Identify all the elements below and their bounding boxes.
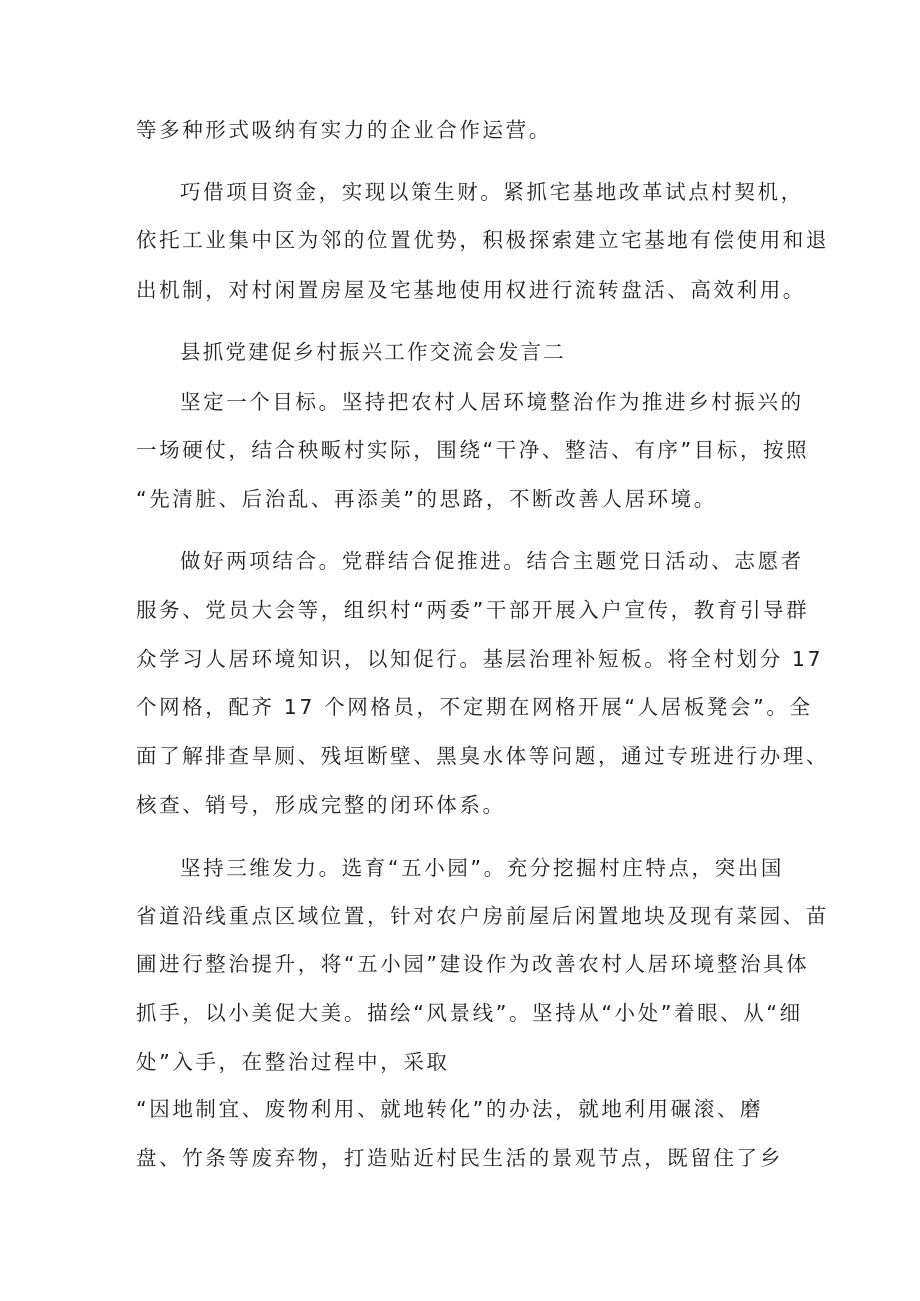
text-line: 处”入手，在整治过程中，采取 [136,1050,450,1074]
text-line: 依托工业集中区为邻的位置优势，积极探索建立宅基地有偿使用和退 [136,228,829,252]
text-line: 一场硬仗，结合秧畈村实际，围绕“干净、整洁、有序”目标，按照 [136,438,810,462]
text-line: “先清脏、后治乱、再添美”的思路，不断改善人居环境。 [136,487,717,511]
text-line: 服务、党员大会等，组织村“两委”干部开展入户宣传，教育引导群 [136,598,810,622]
text-line: 抓手，以小美促大美。描绘“风景线”。坚持从“小处”着眼、从“细 [136,1001,803,1025]
paragraph-start-line: 坚定一个目标。坚持把农村人居环境整治作为推进乡村振兴的 [180,390,804,414]
section-heading: 县抓党建促乡村振兴工作交流会发言二 [180,340,566,364]
text-line: 核查、销号，形成完整的闭环体系。 [136,793,506,817]
paragraph-start-line: 做好两项结合。党群结合促推进。结合主题党日活动、志愿者 [180,549,804,573]
text-line: 省道沿线重点区域位置，针对农户房前屋后闲置地块及现有菜园、苗 [136,904,829,928]
text-line: “因地制宜、废物利用、就地转化”的办法，就地利用碾滚、磨 [136,1097,764,1121]
text-line: 面了解排查旱厕、残垣断壁、黑臭水体等问题，通过专班进行办理、 [136,744,829,768]
paragraph-start-line: 巧借项目资金，实现以策生财。紧抓宅基地改革试点村契机， [180,180,804,204]
text-line: 出机制，对村闲置房屋及宅基地使用权进行流转盘活、高效利用。 [136,278,806,302]
text-line: 众学习人居环境知识，以知促行。基层治理补短板。将全村划分 17 [136,647,824,671]
text-line: 盘、竹条等废弃物，打造贴近村民生活的景观节点，既留住了乡 [136,1146,783,1170]
text-line: 等多种形式吸纳有实力的企业合作运营。 [136,118,552,142]
paragraph-start-line: 坚持三维发力。选育“五小园”。充分挖掘村庄特点，突出国 [180,856,784,880]
text-line: 个网格，配齐 17 个网格员，不定期在网格开展“人居板凳会”。全 [136,695,813,719]
text-line: 圃进行整治提升，将“五小园”建设作为改善农村人居环境整治具体 [136,952,810,976]
